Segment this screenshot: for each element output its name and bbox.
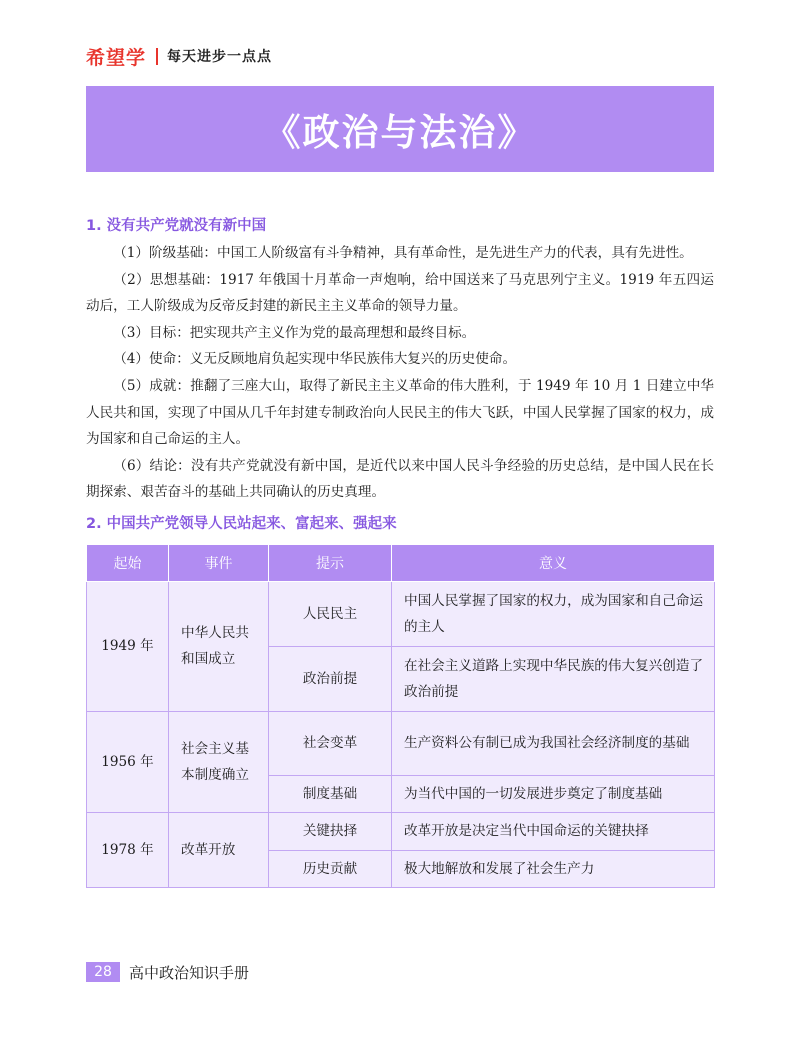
page-number: 28 — [86, 962, 120, 982]
table-row — [87, 812, 715, 850]
paragraph-class-basis: （1）阶级基础：中国工人阶级富有斗争精神，具有革命性，是先进生产力的代表，具有先进性。 — [113, 245, 693, 261]
event-cell: 中华人民共和国成立 — [169, 581, 269, 711]
history-table — [86, 544, 715, 888]
book-title: 高中政治知识手册 — [129, 963, 250, 982]
year-cell: 1978 年 — [87, 812, 169, 887]
hint-cell: 关键抉择 — [269, 812, 392, 850]
meaning-cell: 改革开放是决定当代中国命运的关键抉择 — [392, 812, 715, 850]
section-1-heading: 1. 没有共产党就没有新中国 — [86, 218, 267, 234]
year-cell: 1949 年 — [87, 581, 169, 711]
meaning-cell: 为当代中国的一切发展进步奠定了制度基础 — [392, 775, 715, 812]
table-header-row — [87, 544, 715, 581]
brand-slogan: 每天进步一点点 — [167, 49, 273, 65]
meaning-cell: 在社会主义道路上实现中华民族的伟大复兴创造了政治前提 — [392, 646, 715, 711]
paragraph-mission: （4）使命：义无反顾地肩负起实现中华民族伟大复兴的历史使命。 — [113, 351, 517, 368]
table-row — [87, 711, 715, 775]
event-cell: 社会主义基本制度确立 — [169, 711, 269, 812]
hint-cell: 社会变革 — [269, 711, 392, 775]
header-event: 事件 — [169, 544, 269, 581]
table-row — [87, 581, 715, 646]
meaning-cell: 极大地解放和发展了社会生产力 — [392, 850, 715, 887]
year-cell: 1956 年 — [87, 711, 169, 812]
paragraph-ideological-basis: （2）思想基础：1917 年俄国十月革命一声炮响，给中国送来了马克思列宁主义。1919 年五四运动后，工人阶级成为反帝反封建的新民主主义革命的领导力量。 — [86, 271, 714, 315]
paragraph-goal: （3）目标：把实现共产主义作为党的最高理想和最终目标。 — [113, 324, 476, 341]
hint-cell: 制度基础 — [269, 775, 392, 812]
hint-cell: 政治前提 — [269, 646, 392, 711]
title-banner — [86, 86, 714, 172]
event-cell: 改革开放 — [169, 812, 269, 887]
header-divider — [156, 48, 158, 65]
paragraph-achievement: （5）成就：推翻了三座大山，取得了新民主主义革命的伟大胜利，于 1949 年 10 月 1 日建立中华人民共和国，实现了中国从几千年封建专制政治向人民民主的伟大飞跃，中国人民掌握了国家的权力，成为国家和自己命运的主人。 — [86, 377, 714, 448]
paragraph-conclusion: （6）结论：没有共产党就没有新中国，是近代以来中国人民斗争经验的历史总结，是中国人民在长期探索、艰苦奋斗的基础上共同确认的历史真理。 — [86, 457, 714, 501]
page-footer — [86, 962, 249, 982]
page-title: 《政治与法治》 — [263, 111, 537, 154]
meaning-cell: 生产资料公有制已成为我国社会经济制度的基础 — [392, 711, 715, 775]
main-content — [86, 212, 714, 888]
hint-cell: 人民民主 — [269, 581, 392, 646]
header-hint: 提示 — [269, 544, 392, 581]
hint-cell: 历史贡献 — [269, 850, 392, 887]
meaning-cell: 中国人民掌握了国家的权力，成为国家和自己命运的主人 — [392, 581, 715, 646]
section-2-heading: 2. 中国共产党领导人民站起来、富起来、强起来 — [86, 515, 397, 532]
page-header — [86, 44, 272, 68]
header-start: 起始 — [87, 544, 169, 581]
brand-logo: 希望学 — [86, 46, 147, 69]
header-significance: 意义 — [392, 544, 715, 581]
